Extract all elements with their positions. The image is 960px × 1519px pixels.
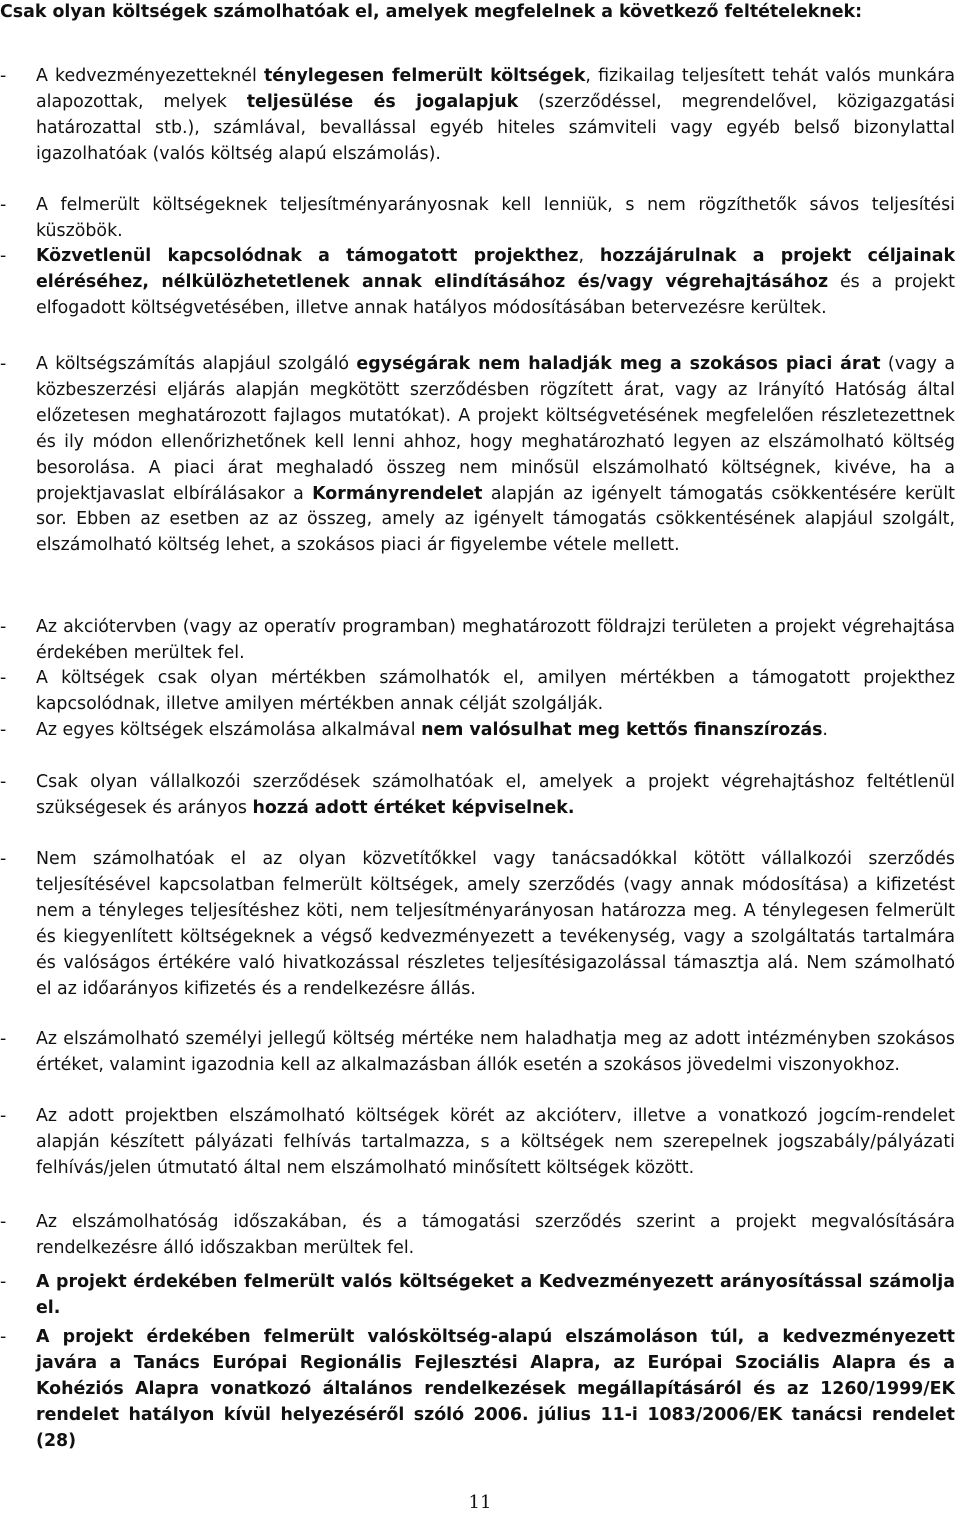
text-run: (vagy a közbeszerzési eljárás alapján megkötött szerződésben rögzített árat, vagy az Irányító Hatóság által előzetesen meghatározott fajlagos mutatókat). A projekt költségvetésének megfelelően részletezettnek és ily módon ellenőrizhetőnek kell lenni ahhoz, hogy meghatározható legyen az elszámolható költség besorolása. A piaci árat meghaladó összeg nem minősül elszámolható költségnek, kivéve, ha a projektjavaslat elbírálásakor a bbox=[36, 354, 956, 504]
text-run: Csak olyan vállalkozói szerződések számolhatóak el, amelyek a projekt végrehajtáshoz feltétlenül szükségesek és arányos bbox=[36, 772, 955, 818]
list-item-text bbox=[36, 1272, 955, 1318]
list-bullet: - bbox=[0, 1272, 7, 1292]
text-run: és a projekt elfogadott költségvetésében, illetve annak hatályos módosításában betervezésre kerültek. bbox=[36, 271, 956, 318]
list-item bbox=[0, 352, 955, 559]
list-item bbox=[0, 1210, 955, 1262]
bold-text-run: hozzá adott értéket képviselnek. bbox=[252, 797, 575, 818]
list-bullet: - bbox=[0, 720, 7, 740]
text-run: Az egyes költségek elszámolása alkalmával bbox=[36, 720, 422, 740]
list-bullet: - bbox=[0, 246, 7, 266]
list-item bbox=[0, 1325, 955, 1455]
list-item bbox=[0, 1270, 955, 1322]
list-item-text bbox=[36, 849, 955, 999]
list-item-text bbox=[36, 1106, 955, 1178]
list-bullet: - bbox=[0, 66, 7, 86]
text-run: (szerződéssel, megrendelővel, közigazgatási határozattal stb.), számlával, bevallással egyéb hiteles számviteli vagy egyéb belső bizonylattal igazolhatóak (valós költség alapú elszámolás). bbox=[36, 91, 955, 164]
bold-text-run: ténylegesen felmerült költségek bbox=[263, 66, 586, 86]
page-number: 11 bbox=[468, 1492, 492, 1513]
bold-text-run: A projekt érdekében felmerült valós költségeket a Kedvezményezett arányosítással számolja el. bbox=[36, 1272, 955, 1318]
list-item-text bbox=[36, 617, 955, 663]
list-item-text bbox=[36, 246, 955, 318]
list-bullet: - bbox=[0, 849, 7, 869]
text-run: A kedvezményezetteknél bbox=[36, 66, 264, 86]
list-item bbox=[0, 770, 955, 822]
bold-text-run: Közvetlenül kapcsolódnak a támogatott projekthez bbox=[36, 246, 579, 266]
list-bullet: - bbox=[0, 617, 7, 637]
list-item bbox=[0, 64, 955, 168]
text-run: Az adott projektben elszámolható költségek körét az akcióterv, illetve a vonatkozó jogcím-rendelet alapján készített pályázati felhívás tartalmazza, s a költségek nem szerepelnek jogszabály/pályázati felhívás/jelen útmutató által nem elszámolható minősített költségek között. bbox=[36, 1106, 955, 1178]
list-bullet: - bbox=[0, 772, 7, 792]
text-run: , fizikailag teljesített tehát valós munkára alapozottak, melyek bbox=[36, 66, 956, 112]
text-run: Az akciótervben (vagy az operatív programban) meghatározott földrajzi területen a projekt végrehajtása érdekében merültek fel. bbox=[36, 617, 955, 663]
list-item-text bbox=[36, 720, 828, 740]
text-run: , bbox=[578, 246, 600, 266]
text-run: A költségek csak olyan mértékben számolhatók el, amilyen mértékben a támogatott projekthez kapcsolódnak, illetve amilyen mértékben annak célját szolgálják. bbox=[36, 668, 955, 714]
text-run: alapján az igényelt támogatás csökkentésére került sor. Ebben az esetben az az összeg, amely az igényelt támogatás csökkentésének alapjául szolgált, elszámolható költség lehet, a szokásos piaci ár figyelembe vétele mellett. bbox=[36, 483, 955, 556]
text-run: Az elszámolható személyi jellegű költség mértéke nem haladhatja meg az adott intézményben szokásos értéket, valamint igazodnia kell az alkalmazásban állók esetén a szokásos jövedelmi viszonyokhoz. bbox=[36, 1029, 955, 1075]
bold-text-run: Kormányrendelet bbox=[312, 483, 483, 504]
list-item bbox=[0, 244, 955, 322]
bold-text-run: hozzájárulnak a projekt céljainak eléréséhez, nélkülözhetetlenek annak elindításához és/vagy végrehajtásához bbox=[36, 246, 956, 292]
bold-text-run: teljesülése és jogalapjuk bbox=[246, 91, 519, 112]
list-item bbox=[0, 193, 955, 245]
text-run: Nem számolhatóak el az olyan közvetítőkkel vagy tanácsadókkal kötött vállalkozói szerződés teljesítésével kapcsolatban felmerült költségek, amely szerződés (vagy annak módosítása) a kifizetést nem a tényleges teljesítéshez köti, nem teljesítményarányosan határozza meg. A ténylegesen felmerült és kiegyenlített költségeknek a végső kedvezményezett a tevékenység, vagy a szolgáltatás tartalmára és valóságos értékére való hivatkozással részletes teljesítésigazolással támasztja alá. Nem számolható el az időarányos kifizetés és a rendelkezésre állás. bbox=[36, 849, 955, 999]
list-item bbox=[0, 718, 955, 744]
bold-text-run: A projekt érdekében felmerült valósköltség-alapú elszámoláson túl, a kedvezményezett javára a Tanács Európai Regionális Fejlesztési Alapra, az Európai Szociális Alapra és a Kohéziós Alapra vonatkozó általános rendelkezések megállapításáról és az 1260/1999/EK rendelet hatályon kívül helyezéséről szóló 2006. július 11-i 1083/2006/EK tanácsi rendelet (28) bbox=[36, 1327, 955, 1451]
list-bullet: - bbox=[0, 195, 7, 215]
list-item-text bbox=[36, 66, 955, 164]
list-item bbox=[0, 847, 955, 1002]
list-item-text bbox=[36, 668, 955, 714]
bold-text-run: egységárak nem haladják meg a szokásos piaci árat bbox=[356, 354, 881, 374]
list-bullet: - bbox=[0, 1327, 7, 1347]
list-bullet: - bbox=[0, 1106, 7, 1126]
list-bullet: - bbox=[0, 1029, 7, 1049]
section-heading: Csak olyan költségek számolhatóak el, amelyek megfelelnek a következő feltételeknek: bbox=[0, 2, 863, 22]
list-bullet: - bbox=[0, 668, 7, 688]
text-run: Az elszámolhatóság időszakában, és a támogatási szerződés szerint a projekt megvalósítására rendelkezésre álló időszakban merültek fel. bbox=[36, 1212, 955, 1258]
list-item bbox=[0, 666, 955, 718]
list-item-text bbox=[36, 772, 955, 818]
text-run: A költségszámítás alapjául szolgáló bbox=[36, 354, 357, 374]
list-item bbox=[0, 1027, 955, 1079]
list-item-text bbox=[36, 1212, 955, 1258]
text-run: . bbox=[822, 720, 828, 740]
bold-text-run: nem valósulhat meg kettős finanszírozás bbox=[421, 720, 823, 740]
text-run: A felmerült költségeknek teljesítményarányosnak kell lenniük, s nem rögzíthetők sávos teljesítési küszöbök. bbox=[36, 195, 955, 241]
list-item-text bbox=[36, 354, 955, 555]
list-item bbox=[0, 615, 955, 667]
list-item bbox=[0, 1104, 955, 1182]
list-bullet: - bbox=[0, 354, 7, 374]
list-item-text bbox=[36, 1029, 955, 1075]
list-item-text bbox=[36, 195, 955, 241]
list-bullet: - bbox=[0, 1212, 7, 1232]
list-item-text bbox=[36, 1327, 955, 1451]
